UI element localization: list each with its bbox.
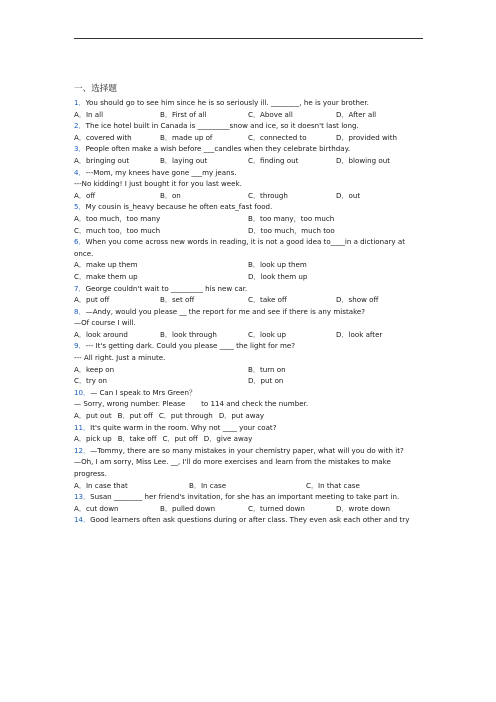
option-c[interactable]: C．put off bbox=[162, 434, 198, 444]
question-9 bbox=[74, 340, 423, 352]
option-c[interactable]: C．connected to bbox=[248, 132, 307, 142]
option-b[interactable]: B．set off bbox=[160, 295, 195, 305]
options-row bbox=[74, 294, 423, 306]
question-text: People often make a wish before ___candles when they celebrate birthday. bbox=[85, 144, 351, 154]
question-dialog-line: —Of course I will. bbox=[74, 318, 136, 328]
option-c[interactable]: C．finding out bbox=[248, 155, 299, 165]
option-d[interactable]: D．wrote down bbox=[336, 503, 390, 513]
option-a[interactable]: A．covered with bbox=[74, 132, 132, 142]
question-text: George couldn't wait to _________ his new car. bbox=[85, 283, 248, 293]
option-a[interactable]: A．too much，too many bbox=[74, 213, 161, 223]
option-c[interactable]: C．make them up bbox=[74, 271, 138, 281]
option-c[interactable]: C．much too，too much bbox=[74, 225, 161, 235]
option-d[interactable]: D．provided with bbox=[336, 132, 398, 142]
option-a[interactable]: A．cut down bbox=[74, 503, 119, 513]
option-d[interactable]: D．blowing out bbox=[336, 155, 391, 165]
option-a[interactable]: A．keep on bbox=[74, 364, 115, 374]
options-row bbox=[74, 155, 423, 167]
section-title: 一、选择题 bbox=[74, 84, 117, 94]
option-b[interactable]: B．In case bbox=[189, 480, 227, 490]
question-4 bbox=[74, 167, 423, 179]
options-row bbox=[74, 109, 423, 121]
option-c[interactable]: C．take off bbox=[248, 295, 287, 305]
option-a[interactable]: A．bringing out bbox=[74, 155, 130, 165]
question-text: Good learners often ask questions during or after class. They even ask each other and try bbox=[90, 515, 410, 525]
question-number: 11． bbox=[74, 422, 91, 432]
option-d[interactable]: D．out bbox=[336, 190, 361, 200]
question-text: It's quite warm in the room. Why not ____ your coat? bbox=[90, 422, 277, 432]
options-row bbox=[74, 364, 423, 376]
option-a[interactable]: A．look around bbox=[74, 329, 128, 339]
option-a[interactable]: A．In case that bbox=[74, 480, 128, 490]
option-b[interactable]: B．on bbox=[160, 190, 181, 200]
option-a[interactable]: A．off bbox=[74, 190, 96, 200]
option-b[interactable]: B．made up of bbox=[160, 132, 213, 142]
options-row bbox=[74, 190, 423, 202]
option-b[interactable]: B．First of all bbox=[160, 109, 207, 119]
question-13 bbox=[74, 491, 423, 503]
question-dialog-line: —Oh, I am sorry, Miss Lee. __, I'll do more exercises and learn from the mistakes to make progress. bbox=[74, 457, 391, 478]
options-row bbox=[74, 271, 423, 283]
question-dialog-line: ---No kidding! I just bought it for you last week. bbox=[74, 179, 242, 189]
option-b[interactable]: B．turn on bbox=[248, 364, 286, 374]
option-b[interactable]: B．put off bbox=[117, 411, 153, 421]
option-c[interactable]: C．through bbox=[248, 190, 288, 200]
options-row bbox=[74, 213, 423, 225]
options-row bbox=[74, 410, 423, 422]
option-b[interactable]: B．too many，too much bbox=[248, 213, 335, 223]
options-row bbox=[74, 503, 423, 515]
question-6 bbox=[74, 236, 423, 259]
question-text: --- It's getting dark. Could you please ____ the light for me? bbox=[85, 341, 296, 351]
question-text: ---Mom, my knees have gone ___my jeans. bbox=[85, 167, 237, 177]
question-text: When you come across new words in reading, it is not a good idea to____in a dictionary at once. bbox=[74, 237, 405, 258]
option-c[interactable]: C．Above all bbox=[248, 109, 293, 119]
options-row bbox=[74, 132, 423, 144]
question-text: — Can I speak to Mrs Green？ bbox=[90, 387, 197, 397]
question-11 bbox=[74, 422, 423, 434]
option-c[interactable]: C．In that case bbox=[306, 480, 360, 490]
question-number: 5． bbox=[74, 202, 86, 212]
option-a[interactable]: A．In all bbox=[74, 109, 104, 119]
question-dialog-line: --- All right. Just a minute. bbox=[74, 353, 166, 363]
option-d[interactable]: D．look them up bbox=[248, 271, 308, 281]
question-8 bbox=[74, 306, 423, 318]
options-row bbox=[74, 375, 423, 387]
options-row bbox=[74, 433, 423, 445]
question-1 bbox=[74, 97, 423, 109]
question-number: 6． bbox=[74, 237, 86, 247]
option-d[interactable]: D．put on bbox=[248, 376, 284, 386]
question-text: Susan ________ her friend's invitation, for she has an important meeting to take part in. bbox=[90, 492, 400, 502]
option-a[interactable]: A．make up them bbox=[74, 260, 138, 270]
question-2 bbox=[74, 120, 423, 132]
question-number: 12． bbox=[74, 445, 91, 455]
option-d[interactable]: D．show off bbox=[336, 295, 379, 305]
question-number: 8． bbox=[74, 306, 86, 316]
option-d[interactable]: D．give away bbox=[203, 434, 253, 444]
option-c[interactable]: C．put through bbox=[158, 411, 213, 421]
options-row bbox=[74, 225, 423, 237]
question-text: The ice hotel built in Canada is _________snow and ice, so it doesn't last long. bbox=[85, 121, 359, 131]
question-number: 7． bbox=[74, 283, 86, 293]
question-number: 4． bbox=[74, 167, 86, 177]
option-b[interactable]: B．take off bbox=[117, 434, 157, 444]
options-row bbox=[74, 329, 423, 341]
option-d[interactable]: D．look after bbox=[336, 329, 383, 339]
question-number: 14． bbox=[74, 515, 91, 525]
question-number: 13． bbox=[74, 492, 91, 502]
option-c[interactable]: C．turned down bbox=[248, 503, 305, 513]
question-number: 1． bbox=[74, 98, 86, 107]
option-c[interactable]: C．look up bbox=[248, 329, 287, 339]
question-5 bbox=[74, 201, 423, 213]
option-d[interactable]: D．After all bbox=[336, 109, 377, 119]
option-b[interactable]: B．laying out bbox=[160, 155, 208, 165]
question-7 bbox=[74, 283, 423, 295]
question-10 bbox=[74, 387, 423, 399]
question-number: 10． bbox=[74, 387, 91, 397]
question-text: You should go to see him since he is so seriously ill. ________, he is your brother. bbox=[85, 98, 369, 107]
option-b[interactable]: B．look through bbox=[160, 329, 217, 339]
question-14 bbox=[74, 514, 423, 526]
header-rule bbox=[74, 38, 423, 39]
question-3 bbox=[74, 143, 423, 155]
option-b[interactable]: B．look up them bbox=[248, 260, 307, 270]
question-12 bbox=[74, 445, 423, 457]
question-dialog-line: — Sorry, wrong number. Please to 114 and check the number. bbox=[74, 399, 309, 409]
option-a[interactable]: A．pick up bbox=[74, 434, 112, 444]
question-text: —Tommy, there are so many mistakes in your chemistry paper, what will you do with it? bbox=[90, 445, 404, 455]
option-b[interactable]: B．pulled down bbox=[160, 503, 216, 513]
question-number: 2． bbox=[74, 121, 86, 131]
question-number: 3． bbox=[74, 144, 86, 154]
question-text: —Andy, would you please __ the report for me and see if there is any mistake? bbox=[85, 306, 366, 316]
option-a[interactable]: A．put off bbox=[74, 295, 110, 305]
question-number: 9． bbox=[74, 341, 86, 351]
option-d[interactable]: D．put away bbox=[218, 411, 265, 421]
options-row bbox=[74, 480, 423, 492]
option-c[interactable]: C．try on bbox=[74, 376, 108, 386]
options-row bbox=[74, 259, 423, 271]
option-a[interactable]: A．put out bbox=[74, 411, 112, 421]
option-d[interactable]: D．too much，much too bbox=[248, 225, 335, 235]
question-text: My cousin is_heavy because he often eats_fast food. bbox=[85, 202, 273, 212]
question-list bbox=[74, 83, 423, 526]
